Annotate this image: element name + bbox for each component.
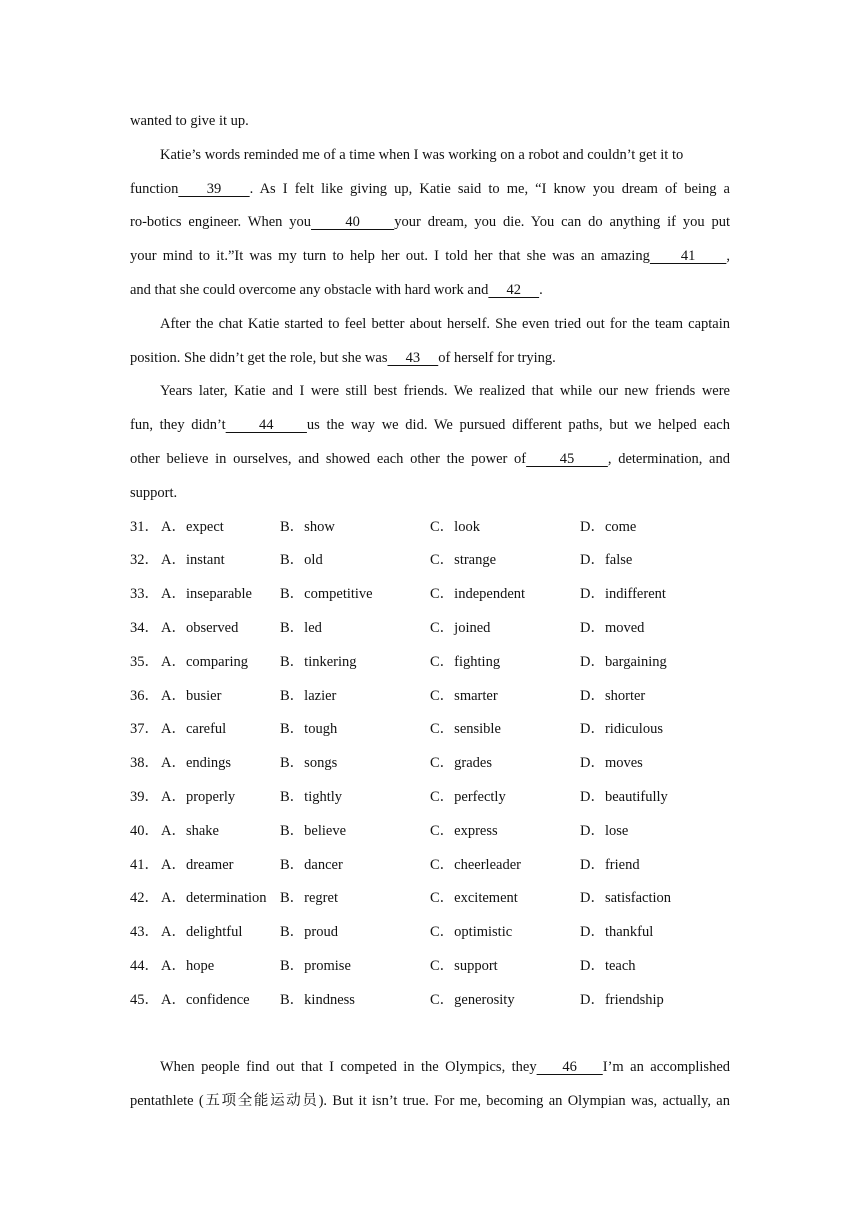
passage-text: , determination, and	[607, 450, 730, 467]
question-number: 32．	[130, 552, 159, 569]
option-c: C．perfectly	[430, 788, 506, 805]
question-number: 33．	[130, 586, 159, 603]
passage-text: function	[130, 180, 179, 197]
question-row	[130, 544, 730, 578]
question-row	[130, 984, 730, 1018]
option-a: A．instant	[161, 552, 225, 569]
blank-46: 46	[536, 1059, 603, 1076]
blank-41: 41	[649, 248, 727, 265]
option-a: A．shake	[161, 822, 219, 839]
question-number: 38．	[130, 755, 159, 772]
question-row	[130, 578, 730, 612]
option-c: C．express	[430, 822, 498, 839]
passage-text: and that she could overcome any obstacle with hard work and	[130, 281, 489, 298]
question-number: 39．	[130, 788, 159, 805]
passage-text: .	[539, 281, 543, 298]
question-row	[130, 747, 730, 781]
blank-40: 40	[311, 214, 395, 231]
option-c: C．fighting	[430, 653, 501, 670]
option-b: B．proud	[280, 924, 338, 941]
option-c: C．optimistic	[430, 924, 513, 941]
option-d: D．lose	[580, 822, 629, 839]
blank-44: 44	[225, 417, 307, 434]
blank-45: 45	[526, 450, 608, 467]
question-number: 36．	[130, 687, 159, 704]
passage-text: pentathlete (五项全能运动员). But it isn’t true. For me, becoming an Olympian was, actually, an	[130, 1093, 730, 1110]
option-c: C．smarter	[430, 687, 498, 704]
option-d: D．bargaining	[580, 653, 667, 670]
question-row	[130, 781, 730, 815]
question-row	[130, 950, 730, 984]
option-c: C．strange	[430, 552, 497, 569]
option-b: B．lazier	[280, 687, 337, 704]
question-row	[130, 612, 730, 646]
option-a: A．endings	[161, 755, 232, 772]
option-a: A．comparing	[161, 653, 248, 670]
option-b: B．old	[280, 552, 323, 569]
option-d: D．ridiculous	[580, 721, 663, 738]
passage-line	[130, 240, 730, 274]
passage-text: of herself for trying.	[438, 349, 556, 366]
option-d: D．moves	[580, 755, 643, 772]
passage-text: other believe in ourselves, and showed each other the power of	[130, 450, 527, 467]
passage-text: After the chat Katie started to feel better about herself. She even tried out for the team captain	[160, 315, 730, 332]
question-row	[130, 815, 730, 849]
option-c: C．excitement	[430, 890, 518, 907]
option-b: B．tinkering	[280, 653, 357, 670]
option-c: C．grades	[430, 755, 493, 772]
passage-text: I’m an accomplished	[602, 1059, 731, 1076]
option-b: B．dancer	[280, 856, 343, 873]
option-c: C．sensible	[430, 721, 501, 738]
question-number: 44．	[130, 957, 159, 974]
question-row	[130, 916, 730, 950]
passage-text: your mind to it.”It was my turn to help her out. I told her that she was an amazing	[130, 248, 650, 265]
option-d: D．satisfaction	[580, 890, 672, 907]
question-number: 43．	[130, 924, 159, 941]
option-d: D．beautifully	[580, 788, 668, 805]
blank-42: 42	[488, 281, 540, 298]
question-number: 35．	[130, 653, 159, 670]
option-b: B．led	[280, 619, 322, 636]
option-d: D．come	[580, 518, 637, 535]
passage-text: support.	[130, 484, 178, 501]
passage-text: fun, they didn’t	[130, 417, 226, 434]
option-d: D．friendship	[580, 991, 664, 1008]
option-d: D．false	[580, 552, 633, 569]
option-a: A．determination	[161, 890, 267, 907]
passage-line	[130, 342, 730, 376]
passage-line	[130, 274, 730, 308]
passage-text: When people find out that I competed in the Olympics, they	[160, 1059, 537, 1076]
question-row	[130, 849, 730, 883]
passage-line	[130, 308, 730, 342]
passage-line	[130, 206, 730, 240]
option-b: B．tough	[280, 721, 338, 738]
option-d: D．shorter	[580, 687, 646, 704]
passage-line	[130, 477, 730, 511]
question-row	[130, 713, 730, 747]
option-d: D．moved	[580, 619, 645, 636]
passage-text: wanted to give it up.	[130, 113, 249, 129]
option-d: D．teach	[580, 957, 636, 974]
passage-text: Katie’s words reminded me of a time when I was working on a robot and couldn’t get it to	[160, 146, 684, 163]
option-d: D．friend	[580, 856, 640, 873]
question-number: 31．	[130, 518, 159, 535]
option-c: C．independent	[430, 586, 526, 603]
option-c: C．generosity	[430, 991, 515, 1008]
passage-text: us the way we did. We pursued different paths, but we helped each	[306, 417, 730, 434]
passage-line	[130, 173, 730, 207]
option-b: B．competitive	[280, 586, 373, 603]
option-a: A．observed	[161, 619, 239, 636]
question-row	[130, 882, 730, 916]
passage-text: . As I felt like giving up, Katie said to me, “I know you dream of being a	[249, 180, 730, 197]
option-b: B．songs	[280, 755, 338, 772]
option-b: B．tightly	[280, 788, 343, 805]
option-b: B．promise	[280, 957, 351, 974]
option-d: D．indifferent	[580, 586, 666, 603]
option-d: D．thankful	[580, 924, 654, 941]
option-a: A．dreamer	[161, 856, 234, 873]
question-number: 40．	[130, 822, 159, 839]
section-gap	[130, 1018, 730, 1052]
option-c: C．look	[430, 518, 480, 535]
option-c: C．support	[430, 957, 498, 974]
question-number: 34．	[130, 619, 159, 636]
blank-43: 43	[387, 349, 439, 366]
option-a: A．careful	[161, 721, 227, 738]
option-c: C．cheerleader	[430, 856, 521, 873]
passage-line	[130, 443, 730, 477]
question-row	[130, 680, 730, 714]
passage-text: ,	[726, 248, 731, 265]
option-a: A．expect	[161, 518, 224, 535]
question-row	[130, 646, 730, 680]
option-a: A．inseparable	[161, 586, 252, 603]
question-row	[130, 511, 730, 545]
option-b: B．believe	[280, 822, 347, 839]
option-a: A．confidence	[161, 991, 250, 1008]
option-b: B．show	[280, 518, 335, 535]
passage-text: your dream, you die. You can do anything if you put	[394, 214, 730, 231]
question-number: 37．	[130, 721, 159, 738]
question-number: 42．	[130, 890, 159, 907]
passage-text: ro-botics engineer. When you	[130, 214, 312, 231]
question-number: 41．	[130, 856, 159, 873]
passage-line	[130, 1085, 730, 1119]
passage-line	[130, 105, 730, 139]
passage-line	[130, 1051, 730, 1085]
document-page	[130, 105, 730, 1119]
passage-line	[130, 139, 730, 173]
passage-line	[130, 409, 730, 443]
option-a: A．properly	[161, 788, 236, 805]
blank-39: 39	[178, 180, 250, 197]
passage-text: Years later, Katie and I were still best friends. We realized that while our new friends were	[160, 383, 730, 400]
passage-line	[130, 375, 730, 409]
option-a: A．busier	[161, 687, 222, 704]
question-list	[130, 511, 730, 1018]
option-c: C．joined	[430, 619, 491, 636]
passage-text: position. She didn’t get the role, but she was	[130, 349, 388, 366]
option-a: A．hope	[161, 957, 215, 974]
question-number: 45．	[130, 991, 159, 1008]
option-b: B．regret	[280, 890, 338, 907]
option-a: A．delightful	[161, 924, 243, 941]
option-b: B．kindness	[280, 991, 355, 1008]
